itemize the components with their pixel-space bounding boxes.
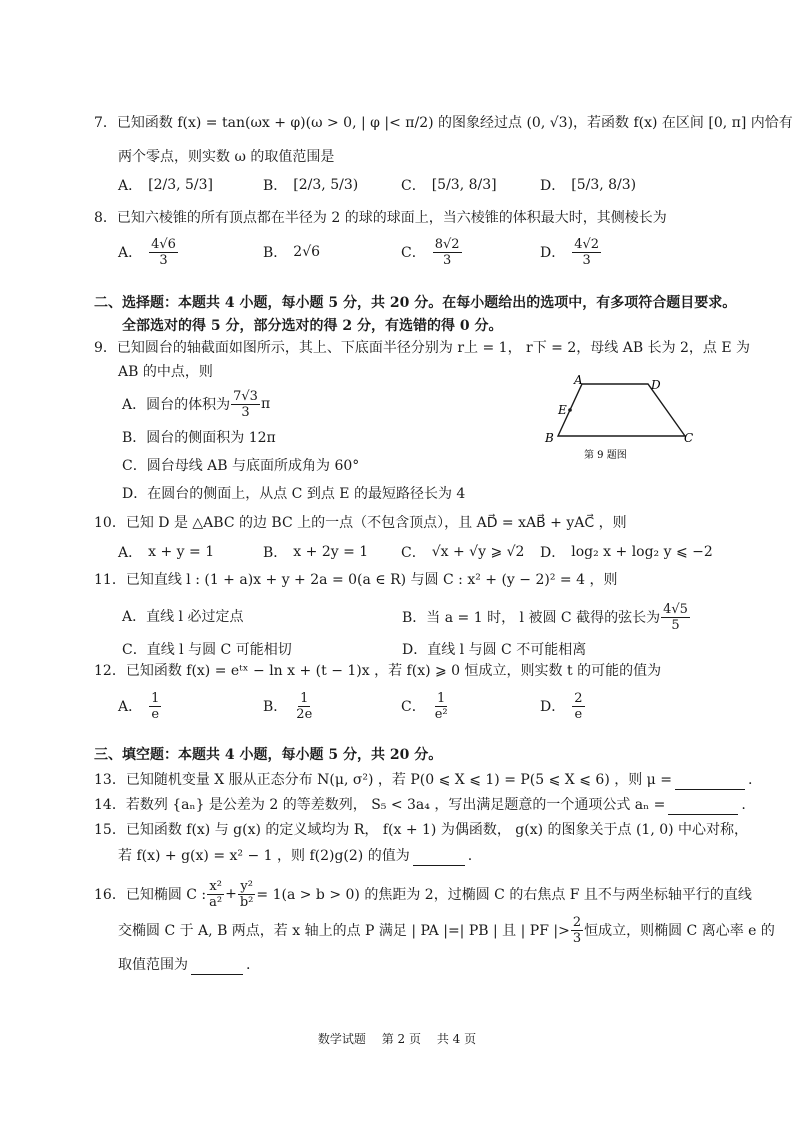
q9-trapezoid-figure	[540, 372, 700, 464]
fraction: $\frac{1}{e}$	[151, 690, 160, 722]
q9-line2: AB 的中点，则	[118, 364, 213, 380]
q7-line2: 两个零点，则实数 ω 的取值范围是	[118, 149, 335, 165]
q8-option-b: B． 2√6	[263, 244, 321, 261]
q12-option-b: B． $\frac{1}{2e}$	[263, 690, 313, 722]
q15-answer-blank[interactable]	[413, 851, 465, 866]
q14-answer-blank[interactable]	[668, 800, 738, 815]
q8-text: 8．已知六棱锥的所有顶点都在半径为 2 的球的球面上，当六棱锥的体积最大时，其侧棱长为	[94, 210, 667, 226]
fraction: $\frac{1}{2e}$	[296, 690, 313, 722]
q11-text: 11．已知直线 l : (1 + a)x + y + 2a = 0(a ∈ R) 与圆 C : x² + (y − 2)² = 4 ，则	[94, 572, 618, 588]
point-e-marker	[568, 408, 572, 412]
label-a: A	[574, 373, 583, 387]
q15-line1: 15．已知函数 f(x) 与 g(x) 的定义域均为 R， f(x + 1) 为偶函数， g(x) 的图象关于点 (1, 0) 中心对称，	[94, 822, 749, 838]
fraction: $\frac{\text{y²}}{\text{b²}}$	[239, 878, 254, 910]
label-d: D	[651, 378, 661, 392]
section2-heading: 二、选择题：本题共 4 小题，每小题 5 分，共 20 分。在每小题给出的选项中，有多项符合题目要求。	[94, 295, 737, 311]
q12-option-d: D． $\frac{2}{e}$	[540, 690, 583, 722]
q10-options	[118, 532, 718, 572]
footer-page: 第 2 页	[381, 1032, 421, 1046]
section3-heading: 三、填空题：本题共 4 小题，每小题 5 分，共 20 分。	[94, 747, 443, 763]
q11-option-a: A．直线 l 必过定点	[122, 609, 244, 625]
q7-options	[118, 165, 718, 205]
q12-option-a: A． $\frac{1}{e}$	[118, 690, 160, 722]
q16-line2: 交椭圆 C 于 A, B 两点，若 x 轴上的点 P 满足 | PA |=| PB | 且 | PF |> $\frac{2}{3}$ 恒成立，则椭圆 C 离心率 e 的	[118, 914, 775, 946]
fraction: $\frac{\text{x²}}{\text{a²}}$	[209, 878, 223, 910]
q10-text: 10．已知 D 是 △ABC 的边 BC 上的一点（不包含顶点），且 AD⃗ = xAB⃗ + yAC⃗ ，则	[94, 515, 627, 531]
q15-line2: 若 f(x) + g(x) = x² − 1 ，则 f(2)g(2) 的值为 .	[118, 848, 473, 864]
figure-caption: 第 9 题图	[584, 450, 627, 461]
q8-option-c: C． $\frac{8√2}{3}$	[401, 236, 460, 268]
label-e: E	[558, 403, 567, 417]
q7-option-b: B． [2/3, 5/3)	[263, 177, 359, 194]
q10-option-c: C． √x + √y ⩾ √2	[401, 544, 525, 561]
q9-option-a: A．圆台的体积为 $\frac{7√3}{3}$ π	[122, 388, 271, 420]
q9-option-d: D．在圆台的侧面上，从点 C 到点 E 的最短路径长为 4	[122, 486, 466, 502]
footer-total: 共 4 页	[436, 1032, 477, 1046]
q8-option-a: A． $\frac{4√6}{3}$	[118, 236, 176, 268]
trapezoid-outline	[558, 384, 685, 436]
fraction: $\frac{8√2}{3}$	[434, 236, 460, 268]
q9-option-b: B．圆台的侧面积为 12π	[122, 430, 276, 446]
q14: 14．若数列 {aₙ} 是公差为 2 的等差数列， S₅ < 3a₄ ，写出满足题意的一个通项公式 aₙ = .	[94, 797, 746, 813]
q9-option-c: C．圆台母线 AB 与底面所成角为 60°	[122, 458, 360, 474]
fraction: $\frac{4√2}{3}$	[574, 236, 600, 268]
q9-line1: 9．已知圆台的轴截面如图所示，其上、下底面半径分别为 r上 = 1， r下 = 2，母线 AB 长为 2，点 E 为	[94, 340, 751, 356]
q12-option-c: C． $\frac{1}{\text{e²}}$	[401, 690, 448, 722]
q7-option-d: D． [5/3, 8/3)	[540, 177, 637, 194]
q10-option-a: A． x + y = 1	[118, 544, 215, 561]
q11-option-b: B．当 a = 1 时， l 被圆 C 截得的弦长为 $\frac{4√5}{5}$	[402, 601, 688, 633]
q11-option-c: C．直线 l 与圆 C 可能相切	[122, 642, 292, 658]
q7-option-c: C． [5/3, 8/3]	[401, 177, 497, 194]
q16-answer-blank[interactable]	[191, 960, 243, 975]
q10-option-b: B． x + 2y = 1	[263, 544, 369, 561]
fraction: $\frac{7√3}{3}$	[233, 388, 258, 420]
label-b: B	[545, 431, 554, 445]
q7-line1: 7．已知函数 f(x) = tan(ωx + φ)(ω > 0, | φ |< π/2) 的图象经过点 (0, √3)，若函数 f(x) 在区间 [0, π] 内恰有	[94, 115, 793, 131]
q12-options	[118, 686, 718, 726]
q7-option-a: A． [2/3, 5/3]	[118, 177, 214, 194]
q16-line3: 取值范围为 .	[118, 957, 251, 973]
q11-option-d: D．直线 l 与圆 C 不可能相离	[402, 642, 587, 658]
fraction: $\frac{4√5}{5}$	[663, 601, 688, 633]
fraction: $\frac{1}{\text{e²}}$	[434, 690, 448, 722]
fraction: $\frac{2}{3}$	[572, 914, 582, 946]
section2-scoring: 全部选对的得 5 分，部分选对的得 2 分，有选错的得 0 分。	[122, 318, 503, 334]
fraction: $\frac{4√6}{3}$	[151, 236, 176, 268]
q13: 13．已知随机变量 X 服从正态分布 N(μ, σ²) ，若 P(0 ⩽ X ⩽ 1) = P(5 ⩽ X ⩽ 6) ，则 μ = .	[94, 772, 753, 788]
q10-option-d: D． log₂ x + log₂ y ⩽ −2	[540, 544, 713, 561]
q16-line1: 16．已知椭圆 C : $\frac{\text{x²}}{\text{a²}}$ + $\frac{\text{y²}}{\text{b²}}$ = 1(a > b > 0) 的焦距为 2，过椭圆 C 的右焦点 F 且不与两坐标轴平行的直线	[94, 878, 752, 910]
page-footer	[0, 1030, 794, 1047]
q8-option-d: D． $\frac{4√2}{3}$	[540, 236, 600, 268]
q12-text: 12．已知函数 f(x) = eᵗˣ − ln x + (t − 1)x ，若 f(x) ⩾ 0 恒成立，则实数 t 的可能的值为	[94, 663, 662, 679]
fraction: $\frac{2}{e}$	[574, 690, 583, 722]
label-c: C	[684, 431, 694, 445]
q8-options	[118, 232, 718, 272]
q13-answer-blank[interactable]	[675, 775, 745, 790]
footer-subject: 数学试题	[317, 1032, 366, 1046]
